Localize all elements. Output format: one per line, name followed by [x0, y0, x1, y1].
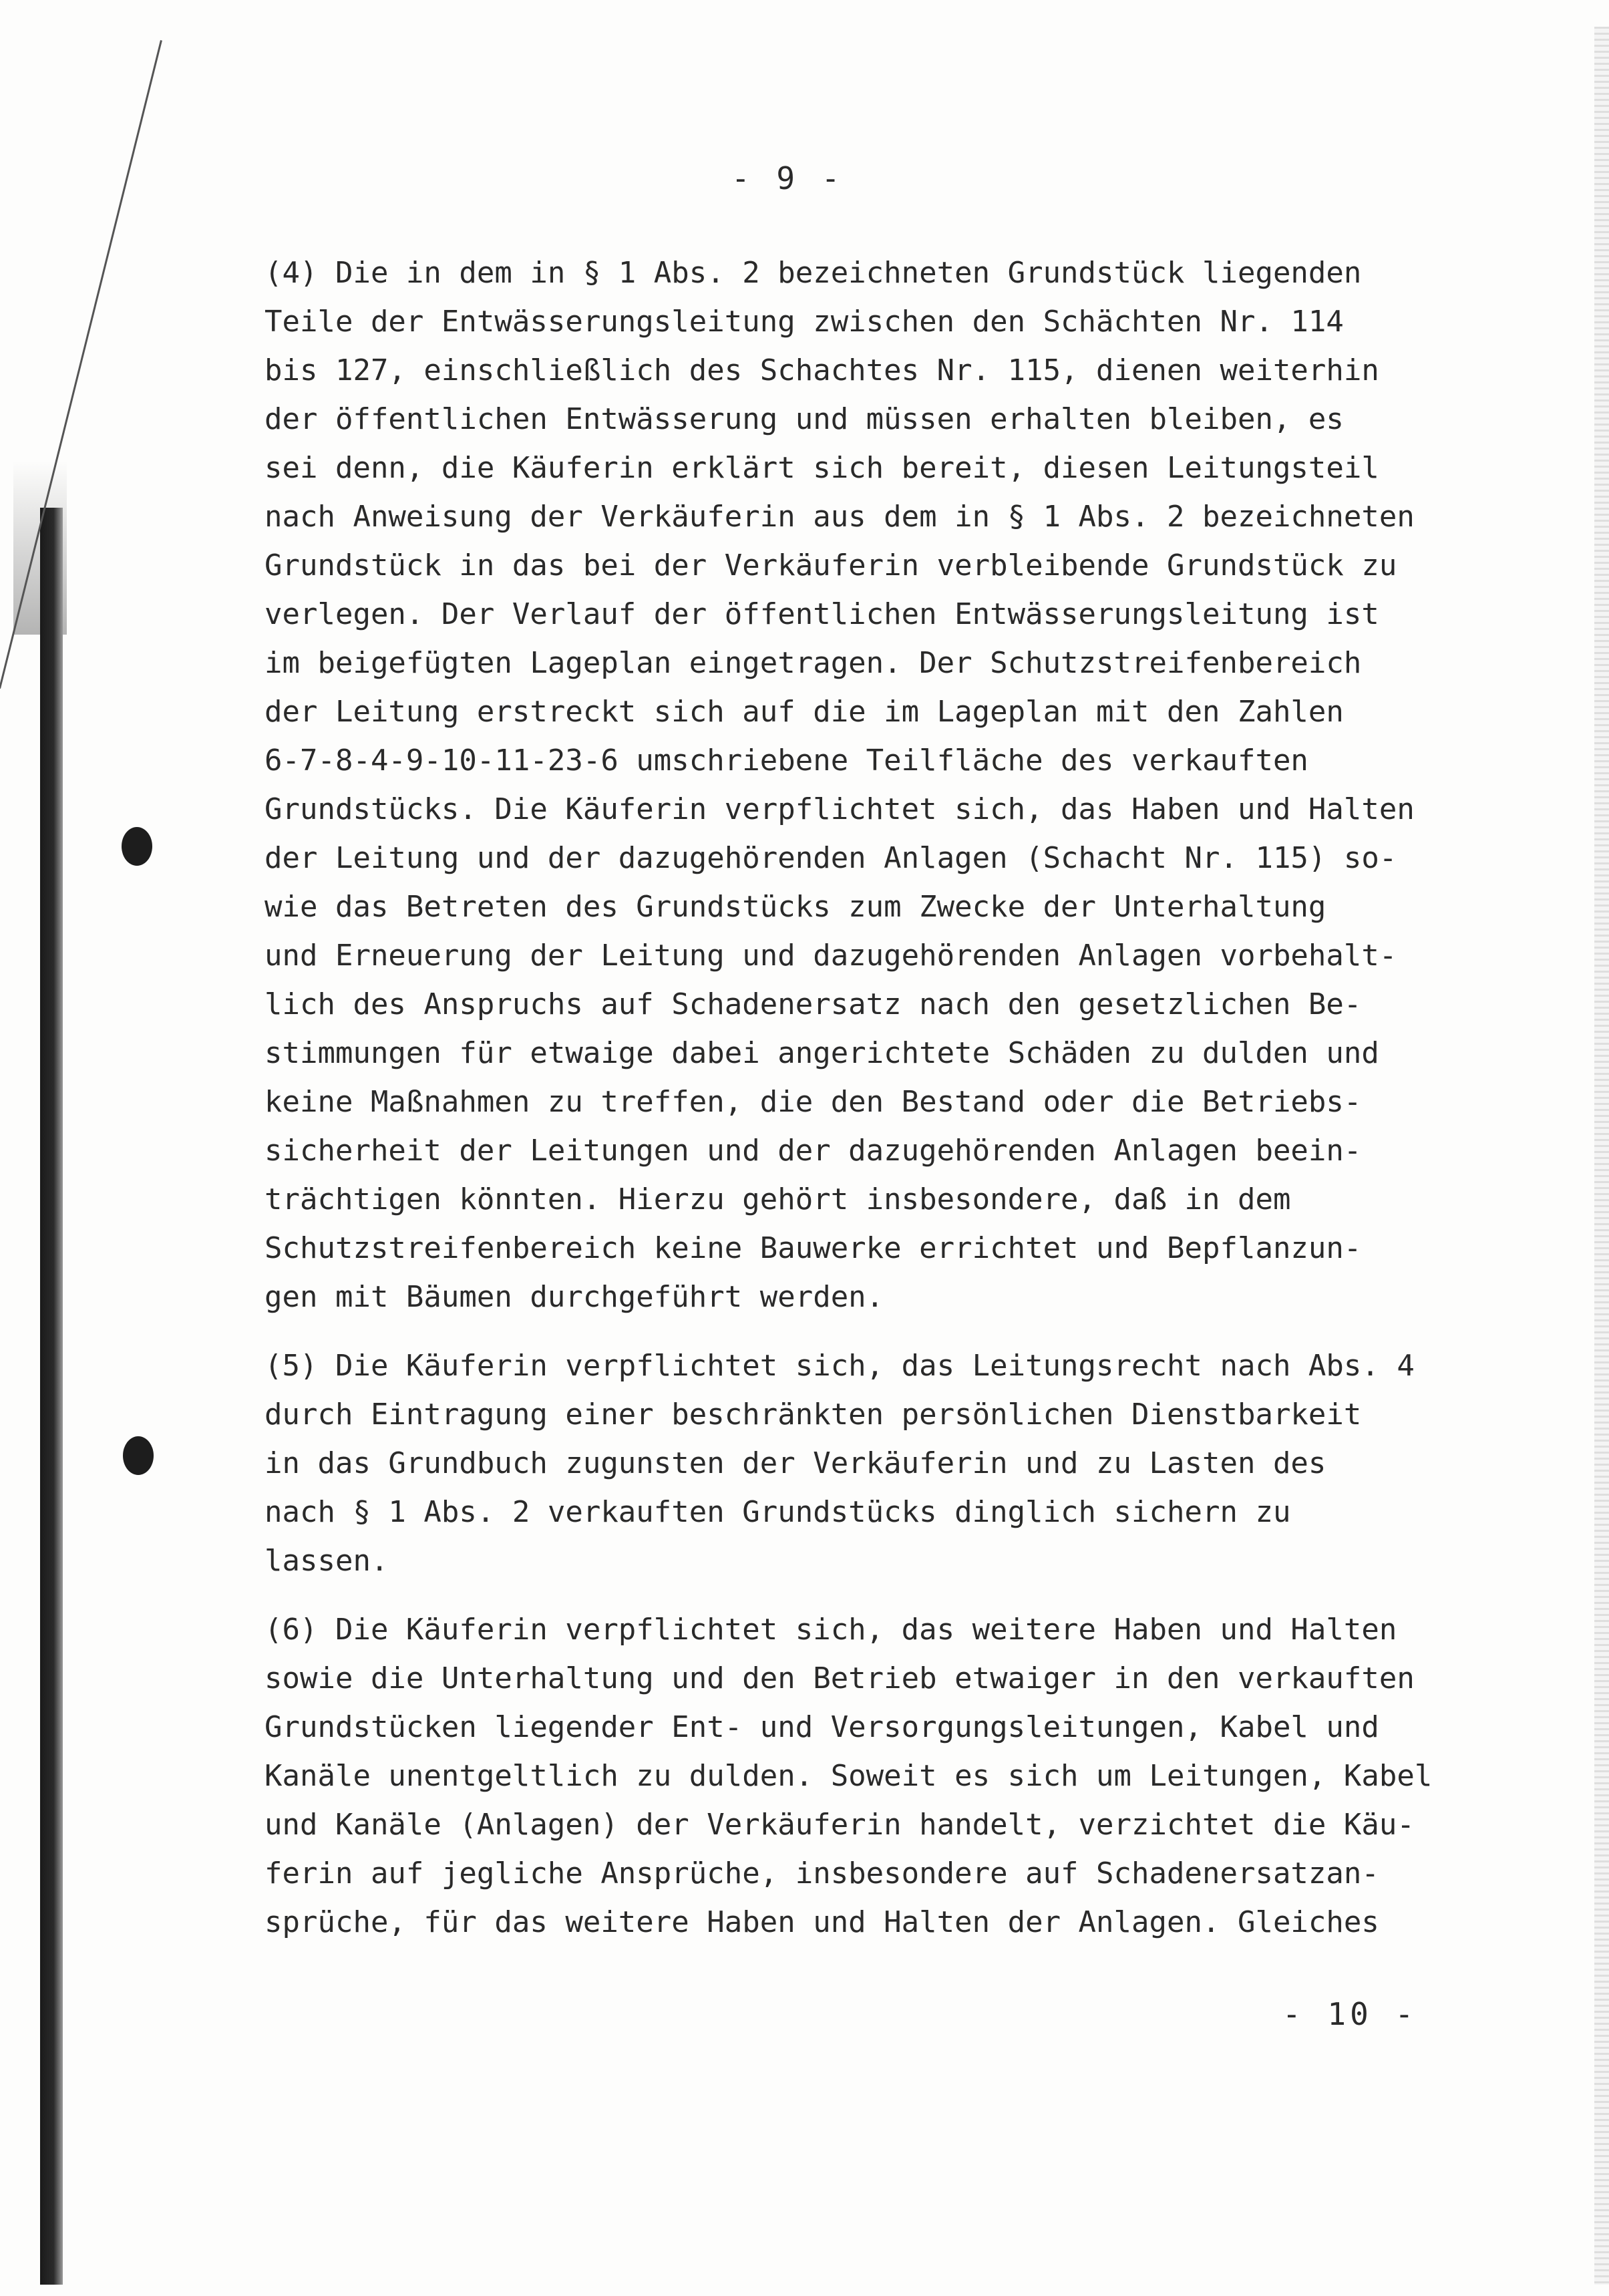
text-line: verlegen. Der Verlauf der öffentlichen Entwässerungsleitung ist [264, 597, 1379, 631]
paragraph-5 [264, 1341, 1554, 1585]
text-line: gen mit Bäumen durchgeführt werden. [264, 1280, 884, 1314]
text-line: stimmungen für etwaige dabei angerichtete Schäden zu dulden und [264, 1036, 1379, 1070]
text-line: nach § 1 Abs. 2 verkauften Grundstücks dinglich sichern zu [264, 1495, 1291, 1529]
paragraph-4 [264, 249, 1554, 1321]
text-line: sprüche, für das weitere Haben und Halten der Anlagen. Gleiches [264, 1905, 1379, 1939]
text-line: und Erneuerung der Leitung und dazugehörenden Anlagen vorbehalt- [264, 939, 1397, 973]
scan-right-edge [1594, 27, 1609, 2285]
text-line: sowie die Unterhaltung und den Betrieb etwaiger in den verkauften [264, 1661, 1415, 1695]
text-line: Grundstücks. Die Käuferin verpflichtet sich, das Haben und Halten [264, 792, 1415, 826]
page-number: - 9 - [731, 160, 844, 196]
text-line: ferin auf jegliche Ansprüche, insbesondere auf Schadenersatzan- [264, 1856, 1379, 1891]
text-line: in das Grundbuch zugunsten der Verkäuferin und zu Lasten des [264, 1446, 1326, 1480]
text-line: keine Maßnahmen zu treffen, die den Bestand oder die Betriebs- [264, 1085, 1362, 1119]
text-line: wie das Betreten des Grundstücks zum Zwecke der Unterhaltung [264, 890, 1326, 924]
text-line: (6) Die Käuferin verpflichtet sich, das weitere Haben und Halten [264, 1613, 1397, 1647]
text-line: sicherheit der Leitungen und der dazugehörenden Anlagen beein- [264, 1134, 1362, 1168]
punch-hole-bottom [123, 1436, 154, 1475]
text-line: der Leitung erstreckt sich auf die im Lageplan mit den Zahlen [264, 695, 1344, 729]
text-line: lich des Anspruchs auf Schadenersatz nach den gesetzlichen Be- [264, 987, 1362, 1021]
paragraph-6 [264, 1605, 1554, 1947]
next-page-marker: - 10 - [1282, 1996, 1418, 2032]
text-line: lassen. [264, 1544, 389, 1578]
text-line: Schutzstreifenbereich keine Bauwerke errichtet und Bepflanzun- [264, 1231, 1362, 1265]
text-line: (4) Die in dem in § 1 Abs. 2 bezeichneten Grundstück liegenden [264, 256, 1362, 290]
text-line: Kanäle unentgeltlich zu dulden. Soweit es sich um Leitungen, Kabel [264, 1759, 1433, 1793]
scan-binding-edge [40, 508, 63, 2285]
text-line: (5) Die Käuferin verpflichtet sich, das Leitungsrecht nach Abs. 4 [264, 1349, 1415, 1383]
text-line: trächtigen könnten. Hierzu gehört insbesondere, daß in dem [264, 1182, 1291, 1216]
text-line: und Kanäle (Anlagen) der Verkäuferin handelt, verzichtet die Käu- [264, 1808, 1415, 1842]
text-line: 6-7-8-4-9-10-11-23-6 umschriebene Teilfläche des verkauften [264, 744, 1308, 778]
text-line: der Leitung und der dazugehörenden Anlagen (Schacht Nr. 115) so- [264, 841, 1397, 875]
text-line: der öffentlichen Entwässerung und müssen erhalten bleiben, es [264, 402, 1344, 436]
text-line: bis 127, einschließlich des Schachtes Nr. 115, dienen weiterhin [264, 353, 1379, 387]
punch-hole-top [122, 827, 152, 866]
text-line: Grundstücken liegender Ent- und Versorgungsleitungen, Kabel und [264, 1710, 1379, 1744]
text-line: sei denn, die Käuferin erklärt sich bereit, diesen Leitungsteil [264, 451, 1379, 485]
text-line: Teile der Entwässerungsleitung zwischen den Schächten Nr. 114 [264, 305, 1344, 339]
text-line: Grundstück in das bei der Verkäuferin verbleibende Grundstück zu [264, 548, 1397, 583]
document-body [264, 249, 1554, 1967]
scan-artifact-line [0, 40, 162, 689]
text-line: durch Eintragung einer beschränkten persönlichen Dienstbarkeit [264, 1398, 1362, 1432]
text-line: im beigefügten Lageplan eingetragen. Der Schutzstreifenbereich [264, 646, 1362, 680]
text-line: nach Anweisung der Verkäuferin aus dem in § 1 Abs. 2 bezeichneten [264, 500, 1415, 534]
